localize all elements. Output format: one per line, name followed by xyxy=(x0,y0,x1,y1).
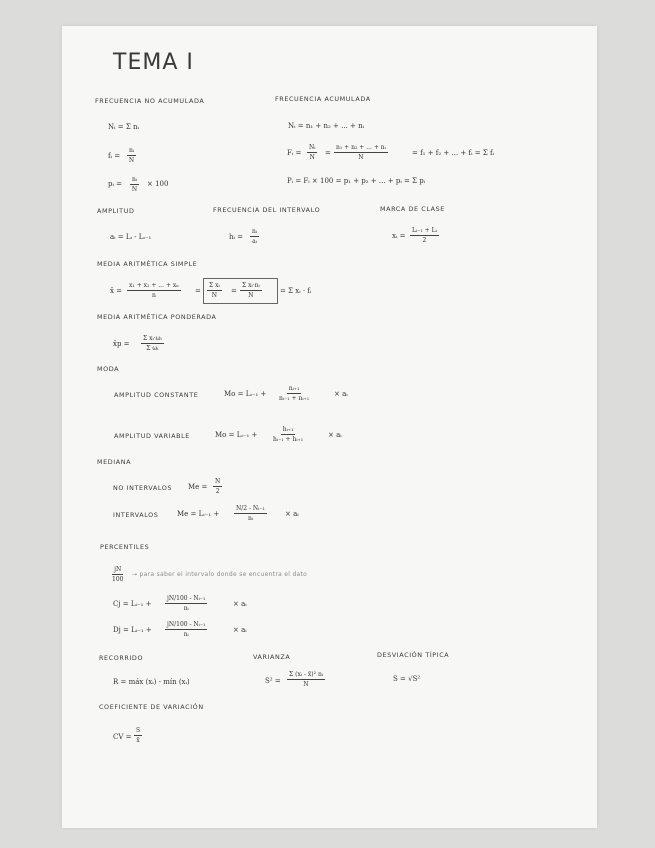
formula-mo-var-rhs: × aᵢ xyxy=(328,431,342,439)
dj-numerator: jN/100 - Nᵢ₋₁ xyxy=(167,621,206,628)
formula-me-int-rhs: × aᵢ xyxy=(285,510,299,518)
formula-Fi-lhs: Fᵢ = xyxy=(287,149,302,157)
me-int-denominator: nᵢ xyxy=(247,515,254,522)
xi-denominator: 2 xyxy=(422,237,427,244)
formula-pi-rhs: × 100 xyxy=(147,180,169,188)
formula-ai: aᵢ = Lᵢ - Lᵢ₋₁ xyxy=(110,233,152,241)
formula-xbar-fraction-2 xyxy=(207,282,222,299)
dj-denominator: nᵢ xyxy=(183,631,189,638)
formula-cv-fraction xyxy=(134,727,142,744)
formula-mo-var-fraction xyxy=(273,426,303,443)
perc-denominator: 100 xyxy=(112,576,124,583)
var-denominator: N xyxy=(303,681,309,688)
fi-numerator: nᵢ xyxy=(129,147,135,154)
label-no-intervalos: NO INTERVALOS xyxy=(113,484,173,492)
label-intervalos: INTERVALOS xyxy=(113,511,159,519)
formula-xbar-fraction-3 xyxy=(240,282,262,299)
header-frecuencia-intervalo: FRECUENCIA DEL INTERVALO xyxy=(213,206,321,214)
cj-numerator: jN/100 - Nᵢ₋₁ xyxy=(167,595,206,602)
formula-desviacion: S = √S² xyxy=(393,675,421,683)
Fi-numerator-2: n₁ + n₂ + ... + nᵢ xyxy=(336,144,386,151)
Fi-denominator-1: N xyxy=(309,154,315,161)
formula-xbar-rhs: = Σ xᵢ · fᵢ xyxy=(280,287,312,295)
xbar-numerator-3: Σ xᵢ·nᵢ xyxy=(242,282,260,289)
var-numerator: Σ (xᵢ - x̄)² nᵢ xyxy=(289,671,324,678)
percentile-note: → para saber el intervalo donde se encuentra el dato xyxy=(132,571,308,578)
xi-numerator: Lᵢ₋₁ + Lᵢ xyxy=(412,227,437,234)
me-int-numerator: N/2 - Nᵢ₋₁ xyxy=(236,505,265,512)
header-media-ponderada: MEDIA ARITMÉTICA PONDERADA xyxy=(97,313,217,321)
formula-hi-lhs: hᵢ = xyxy=(229,233,244,241)
page-title: TEMA I xyxy=(113,50,194,75)
mo-var-denominator: hᵢ₋₁ + hᵢ₊₁ xyxy=(273,436,304,443)
header-desviacion: DESVIACIÓN TÍPICA xyxy=(377,651,450,659)
formula-xbar-lhs: x̄ = xyxy=(110,287,123,295)
formula-var-fraction xyxy=(287,671,325,688)
formula-me-int-fraction xyxy=(234,505,267,522)
formula-Fi-equals: = xyxy=(325,149,331,157)
hi-numerator: nᵢ xyxy=(252,228,258,235)
header-varianza: VARIANZA xyxy=(253,653,291,661)
formula-mo-var-lhs: Mo = Lᵢ₋₁ + xyxy=(215,431,258,439)
header-recorrido: RECORRIDO xyxy=(99,654,144,662)
formula-mo-const-rhs: × aᵢ xyxy=(334,390,348,398)
formula-dj-lhs: Dj = Lᵢ₋₁ + xyxy=(113,626,152,634)
formula-perc-fraction xyxy=(112,566,123,583)
formula-Fi-fraction-1 xyxy=(307,144,317,161)
xbar-numerator-1: x₁ + x₂ + ... + xₙ xyxy=(129,282,179,289)
formula-cj-rhs: × aᵢ xyxy=(233,600,247,608)
xbar-numerator-2: Σ xᵢ xyxy=(209,282,220,289)
formula-fi-lhs: fᵢ = xyxy=(108,152,121,160)
mo-const-denominator: nᵢ₋₁ + nᵢ₊₁ xyxy=(279,395,310,402)
Fi-numerator-1: Nᵢ xyxy=(309,144,316,151)
mo-const-numerator: nᵢ₊₁ xyxy=(288,385,300,392)
formula-hi-fraction xyxy=(250,228,259,245)
mo-var-numerator: hᵢ₊₁ xyxy=(282,426,294,433)
label-amplitud-constante: AMPLITUD CONSTANTE xyxy=(114,391,199,399)
header-percentiles: PERCENTILES xyxy=(100,543,150,551)
formula-dj-rhs: × aᵢ xyxy=(233,626,247,634)
header-frecuencia-acumulada: FRECUENCIA ACUMULADA xyxy=(275,95,371,103)
formula-mo-const-lhs: Mo = Lᵢ₋₁ + xyxy=(224,390,267,398)
pi-denominator: N xyxy=(131,186,138,193)
cv-denominator: x̄ xyxy=(136,737,140,744)
formula-dj-fraction xyxy=(165,621,207,638)
formula-fi-fraction xyxy=(127,147,136,164)
header-moda: MODA xyxy=(97,365,120,373)
header-media-simple: MEDIA ARITMÉTICA SIMPLE xyxy=(97,260,198,268)
formula-me-noint-fraction xyxy=(213,478,222,495)
xp-numerator: Σ xᵢ·ωᵢ xyxy=(143,335,162,342)
xbar-denominator-1: n xyxy=(151,292,156,299)
formula-Pi: Pᵢ = Fᵢ × 100 = p₁ + p₂ + ... + pᵢ = Σ pᵢ xyxy=(287,177,426,185)
formula-me-noint-lhs: Me = xyxy=(188,483,208,491)
formula-xbar-fraction-1 xyxy=(127,282,181,299)
formula-mo-const-fraction xyxy=(279,385,309,402)
me-noint-numerator: N xyxy=(215,478,221,485)
formula-recorrido: R = máx (xᵢ) - mín (xᵢ) xyxy=(113,678,190,686)
xp-denominator: Σ ωᵢ xyxy=(146,345,159,352)
formula-xp-lhs: x̄p = xyxy=(113,340,130,348)
formula-me-int-lhs: Me = Lᵢ₋₁ + xyxy=(177,510,220,518)
xbar-denominator-2: N xyxy=(211,292,217,299)
Fi-denominator-2: N xyxy=(358,154,364,161)
formula-Ni-acumulada: Nᵢ = n₁ + n₂ + ... + nᵢ xyxy=(288,122,365,130)
formula-pi-fraction xyxy=(130,176,139,193)
hi-denominator: aᵢ xyxy=(252,238,257,245)
pi-numerator: nᵢ xyxy=(132,176,138,183)
cj-denominator: nᵢ xyxy=(183,605,189,612)
formula-cj-lhs: Cj = Lᵢ₋₁ + xyxy=(113,600,152,608)
formula-xi-lhs: xᵢ = xyxy=(392,232,406,240)
formula-Ni: Nᵢ = Σ nᵢ xyxy=(108,123,139,131)
formula-Fi-rhs: = f₁ + f₂ + ... + fᵢ = Σ fᵢ xyxy=(412,149,494,157)
formula-Fi-fraction-2 xyxy=(334,144,388,161)
formula-xi-fraction xyxy=(410,227,439,244)
header-amplitud: AMPLITUD xyxy=(97,207,135,215)
formula-cj-fraction xyxy=(165,595,207,612)
formula-var-lhs: S² = xyxy=(265,677,281,685)
formula-xbar-equals-1: = xyxy=(195,287,201,295)
formula-pi-lhs: pᵢ = xyxy=(108,180,122,188)
cv-numerator: S xyxy=(136,727,141,734)
label-amplitud-variable: AMPLITUD VARIABLE xyxy=(114,432,190,440)
fi-denominator: N xyxy=(128,157,135,164)
me-noint-denominator: 2 xyxy=(215,488,220,495)
formula-cv-lhs: CV = xyxy=(113,733,132,741)
header-mediana: MEDIANA xyxy=(97,458,132,466)
header-coef-variacion: COEFICIENTE DE VARIACIÓN xyxy=(99,703,204,711)
formula-xp-fraction xyxy=(141,335,164,352)
formula-xbar-equals-2: = xyxy=(231,287,237,295)
perc-numerator: jN xyxy=(114,566,122,573)
header-marca-clase: MARCA DE CLASE xyxy=(380,205,445,213)
xbar-denominator-3: N xyxy=(248,292,254,299)
header-frecuencia-no-acumulada: FRECUENCIA NO ACUMULADA xyxy=(95,97,205,105)
